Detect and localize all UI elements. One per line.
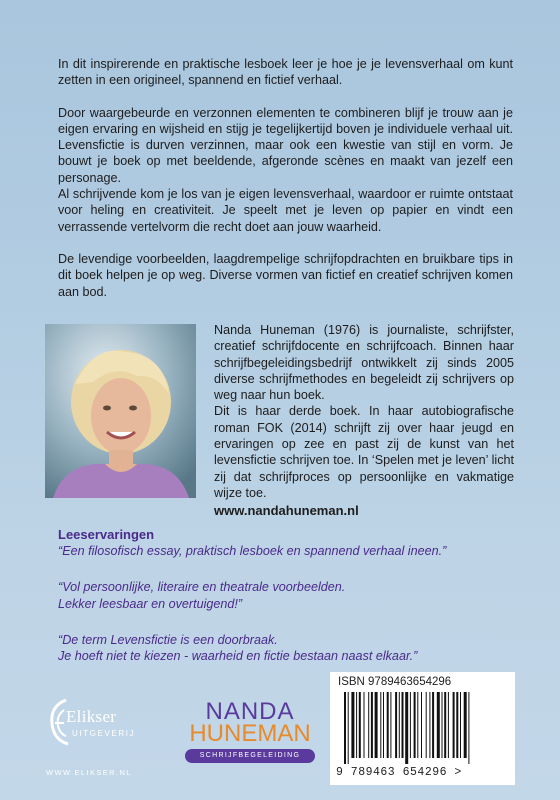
intro-paragraph-2: Door waargebeurde en verzonnen elementen te combineren blijf je trouw aan je eigen ervaring en wijsheid en stijg je tegelijkertijd boven je individuele verhaal uit. Levensfictie is durven verzinnen, maar ook een kwestie van stijl en vorm. Je bouwt je boek op met beeldende, afgeronde scènes en maakt van jezelf een personage. (58, 105, 513, 185)
barcode-icon (336, 692, 508, 764)
author-portrait-illustration (45, 324, 196, 498)
author-photo (45, 324, 196, 498)
review-quote-2 (58, 579, 518, 612)
publisher-name: Elikser (66, 707, 117, 726)
review-quote-3-line-1: “De term Levensfictie is een doorbraak. (58, 632, 278, 647)
intro-paragraph-1: In dit inspirerende en praktische lesboek leer je hoe je je levensverhaal om kunt zetten in een origineel, spannend en fictief verhaal. (58, 57, 513, 88)
logo-line-nanda: NANDA (205, 698, 295, 725)
intro-paragraph-4: De levendige voorbeelden, laagdrempelige schrijfopdrachten en bruikbare tips in dit boek helpen je op weg. Diverse vormen van fictief en creatief schrijven komen aan bod. (58, 251, 513, 299)
intro-paragraph-3: Al schrijvende kom je los van je eigen levensverhaal, waardoor er ruimte ontstaat voor heling en creativiteit. Je speelt met je leven op papier en vindt een verrassende vertelvorm die recht doet aan jouw waarheid. (58, 187, 513, 234)
reviews-heading: Leeservaringen (58, 527, 155, 542)
publisher-subtitle: UITGEVERIJ (72, 729, 136, 738)
author-website-link[interactable]: www.nandahuneman.nl (214, 503, 359, 519)
isbn-barcode-box (330, 672, 515, 785)
logo-line-huneman: HUNEMAN (189, 720, 311, 747)
intro-text (58, 56, 513, 316)
review-quote-1-line: “Een filosofisch essay, praktisch lesboek en spannend verhaal ineen.” (58, 544, 447, 558)
nanda-huneman-logo (175, 700, 325, 780)
bio-paragraph-2: Dit is haar derde boek. In haar autobiografische roman FOK (2014) schrijft zij over haar jeugd en ervaringen op zee en past zij de kunst van het levensfictie schrijven toe. In ‘Spelen met je leven’ licht zij dat schrijfproces op persoonlijke en vakmatige wijze toe. (214, 404, 514, 500)
isbn-label: ISBN 9789463654296 (338, 676, 452, 688)
review-quote-1 (58, 543, 518, 559)
review-quote-3-line-2: Je hoeft niet te kiezen - waarheid en fictie bestaan naast elkaar.” (58, 649, 418, 664)
reader-reviews (58, 526, 518, 684)
isbn-digits: 9 789463 654296 > (336, 766, 462, 779)
review-quote-2-line-2: Lekker leesbaar en overtuigend!” (58, 596, 243, 611)
publisher-url: WWW.ELIKSER.NL (46, 768, 132, 777)
logo-ribbon: SCHRIJFBEGELEIDING (185, 749, 315, 763)
author-bio (214, 322, 514, 520)
review-quote-2-line-1: “Vol persoonlijke, literaire en theatrale voorbeelden. (58, 580, 346, 595)
bio-paragraph-1: Nanda Huneman (1976) is journaliste, schrijfster, creatief schrijfdocente en schrijfcoach. Binnen haar schrijfbegeleidingsbedrijf ontwikkelt zij sinds 2005 diverse schrijfmethodes en begeleidt zij schrijvers op weg naar hun boek. (214, 323, 514, 403)
review-quote-3 (58, 632, 518, 665)
